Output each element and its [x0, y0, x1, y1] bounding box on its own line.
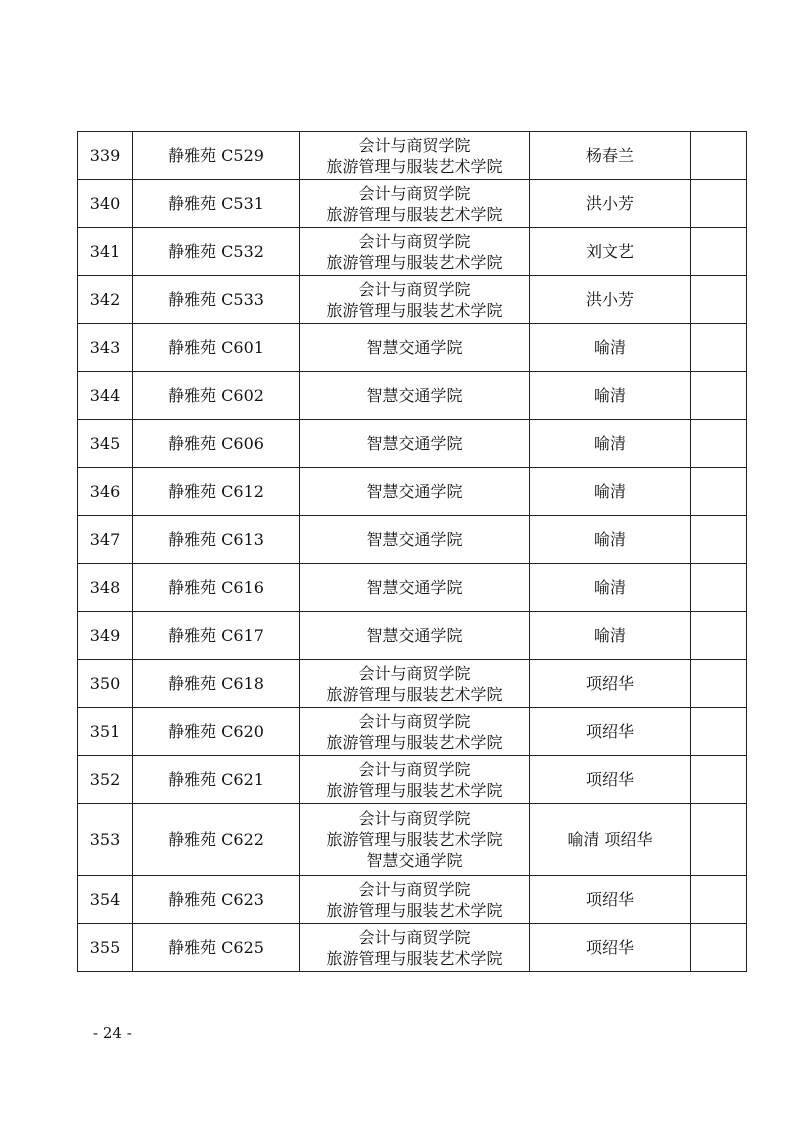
room-cell: 静雅苑 C606 — [133, 420, 300, 468]
college-cell — [300, 708, 530, 756]
college-name: 智慧交通学院 — [366, 626, 463, 645]
college-name: 旅游管理与服装艺术学院 — [326, 948, 503, 968]
row-number-cell: 340 — [78, 180, 133, 228]
room-cell: 静雅苑 C616 — [133, 564, 300, 612]
college-name: 旅游管理与服装艺术学院 — [326, 204, 503, 224]
responsible-person-cell: 喻清 项绍华 — [530, 804, 691, 876]
table-row — [78, 660, 747, 708]
note-cell — [691, 516, 747, 564]
note-cell — [691, 876, 747, 924]
note-cell — [691, 564, 747, 612]
note-cell — [691, 420, 747, 468]
responsible-person-cell: 洪小芳 — [530, 276, 691, 324]
college-cell — [300, 228, 530, 276]
room-cell: 静雅苑 C612 — [133, 468, 300, 516]
responsible-person-cell: 项绍华 — [530, 924, 691, 972]
college-cell — [300, 804, 530, 876]
table-row — [78, 228, 747, 276]
room-cell: 静雅苑 C602 — [133, 372, 300, 420]
college-cell — [300, 132, 530, 180]
responsible-person-cell: 项绍华 — [530, 756, 691, 804]
responsible-person-cell: 项绍华 — [530, 660, 691, 708]
room-cell: 静雅苑 C620 — [133, 708, 300, 756]
college-name: 会计与商贸学院 — [358, 759, 471, 779]
note-cell — [691, 372, 747, 420]
responsible-person-cell: 喻清 — [530, 420, 691, 468]
table-row — [78, 132, 747, 180]
note-cell — [691, 612, 747, 660]
row-number-cell: 350 — [78, 660, 133, 708]
room-cell: 静雅苑 C613 — [133, 516, 300, 564]
table-row — [78, 372, 747, 420]
table-row — [78, 324, 747, 372]
row-number-cell: 339 — [78, 132, 133, 180]
college-cell — [300, 372, 530, 420]
college-name: 会计与商贸学院 — [358, 183, 471, 203]
row-number-cell: 349 — [78, 612, 133, 660]
table-row — [78, 876, 747, 924]
note-cell — [691, 804, 747, 876]
row-number-cell: 351 — [78, 708, 133, 756]
room-cell: 静雅苑 C618 — [133, 660, 300, 708]
row-number-cell: 343 — [78, 324, 133, 372]
room-cell: 静雅苑 C622 — [133, 804, 300, 876]
room-cell: 静雅苑 C617 — [133, 612, 300, 660]
room-cell: 静雅苑 C529 — [133, 132, 300, 180]
responsible-person-cell: 刘文艺 — [530, 228, 691, 276]
note-cell — [691, 468, 747, 516]
college-cell — [300, 756, 530, 804]
college-cell — [300, 180, 530, 228]
row-number-cell: 352 — [78, 756, 133, 804]
responsible-person-cell: 项绍华 — [530, 708, 691, 756]
college-name: 旅游管理与服装艺术学院 — [326, 900, 503, 920]
note-cell — [691, 132, 747, 180]
row-number-cell: 348 — [78, 564, 133, 612]
table-row — [78, 468, 747, 516]
page-number: - 24 - — [93, 1024, 132, 1042]
college-cell — [300, 564, 530, 612]
room-cell: 静雅苑 C625 — [133, 924, 300, 972]
college-cell — [300, 660, 530, 708]
responsible-person-cell: 喻清 — [530, 516, 691, 564]
row-number-cell: 346 — [78, 468, 133, 516]
room-cell: 静雅苑 C532 — [133, 228, 300, 276]
table-row — [78, 180, 747, 228]
row-number-cell: 355 — [78, 924, 133, 972]
note-cell — [691, 756, 747, 804]
note-cell — [691, 708, 747, 756]
row-number-cell: 345 — [78, 420, 133, 468]
college-name: 会计与商贸学院 — [358, 135, 471, 155]
room-cell: 静雅苑 C621 — [133, 756, 300, 804]
table-body — [78, 132, 747, 972]
row-number-cell: 354 — [78, 876, 133, 924]
row-number-cell: 347 — [78, 516, 133, 564]
room-cell: 静雅苑 C533 — [133, 276, 300, 324]
college-name: 会计与商贸学院 — [358, 711, 471, 731]
table-row — [78, 924, 747, 972]
table-row — [78, 708, 747, 756]
college-name: 会计与商贸学院 — [358, 809, 471, 828]
college-name: 旅游管理与服装艺术学院 — [326, 156, 503, 176]
college-name: 会计与商贸学院 — [358, 231, 471, 251]
college-name: 智慧交通学院 — [366, 851, 463, 870]
note-cell — [691, 228, 747, 276]
note-cell — [691, 180, 747, 228]
row-number-cell: 344 — [78, 372, 133, 420]
note-cell — [691, 324, 747, 372]
college-cell — [300, 324, 530, 372]
note-cell — [691, 924, 747, 972]
college-name: 智慧交通学院 — [366, 338, 463, 357]
table-row — [78, 516, 747, 564]
room-cell: 静雅苑 C531 — [133, 180, 300, 228]
college-name: 智慧交通学院 — [366, 578, 463, 597]
college-cell — [300, 420, 530, 468]
row-number-cell: 342 — [78, 276, 133, 324]
college-name: 会计与商贸学院 — [358, 663, 471, 683]
responsible-person-cell: 洪小芳 — [530, 180, 691, 228]
college-name: 旅游管理与服装艺术学院 — [326, 252, 503, 272]
dormitory-assignment-table — [77, 131, 747, 972]
college-name: 会计与商贸学院 — [358, 927, 471, 947]
table-row — [78, 564, 747, 612]
table-row — [78, 756, 747, 804]
table-row — [78, 420, 747, 468]
college-cell — [300, 468, 530, 516]
row-number-cell: 353 — [78, 804, 133, 876]
college-cell — [300, 876, 530, 924]
responsible-person-cell: 喻清 — [530, 324, 691, 372]
college-name: 会计与商贸学院 — [358, 879, 471, 899]
college-name: 智慧交通学院 — [366, 482, 463, 501]
responsible-person-cell: 杨春兰 — [530, 132, 691, 180]
row-number-cell: 341 — [78, 228, 133, 276]
room-cell: 静雅苑 C601 — [133, 324, 300, 372]
room-cell: 静雅苑 C623 — [133, 876, 300, 924]
college-name: 智慧交通学院 — [366, 530, 463, 549]
note-cell — [691, 276, 747, 324]
responsible-person-cell: 项绍华 — [530, 876, 691, 924]
college-cell — [300, 516, 530, 564]
responsible-person-cell: 喻清 — [530, 564, 691, 612]
college-name: 智慧交通学院 — [366, 434, 463, 453]
responsible-person-cell: 喻清 — [530, 612, 691, 660]
responsible-person-cell: 喻清 — [530, 372, 691, 420]
college-cell — [300, 276, 530, 324]
note-cell — [691, 660, 747, 708]
college-name: 会计与商贸学院 — [358, 279, 471, 299]
table-row — [78, 276, 747, 324]
college-name: 旅游管理与服装艺术学院 — [326, 300, 503, 320]
table-row — [78, 612, 747, 660]
college-name: 旅游管理与服装艺术学院 — [326, 732, 503, 752]
college-cell — [300, 924, 530, 972]
table-row — [78, 804, 747, 876]
college-name: 智慧交通学院 — [366, 386, 463, 405]
responsible-person-cell: 喻清 — [530, 468, 691, 516]
college-name: 旅游管理与服装艺术学院 — [326, 830, 503, 849]
college-name: 旅游管理与服装艺术学院 — [326, 684, 503, 704]
college-name: 旅游管理与服装艺术学院 — [326, 780, 503, 800]
college-cell — [300, 612, 530, 660]
